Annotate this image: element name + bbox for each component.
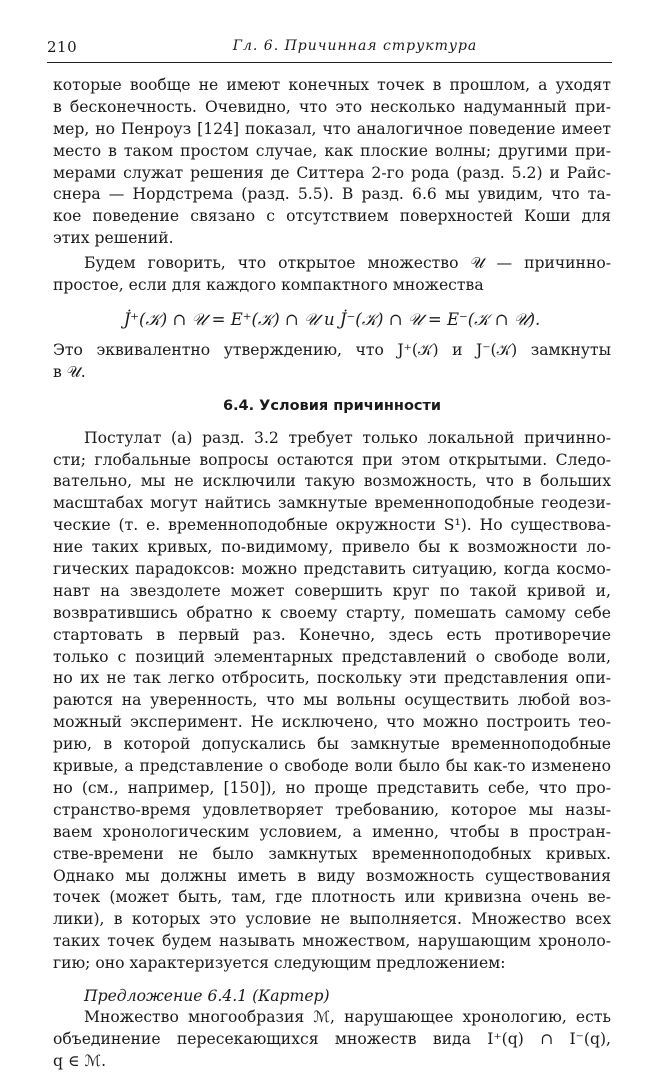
text-line: мер, но Пенроуз [124] показал, что аналогичное поведение имеет <box>53 119 611 138</box>
text-line: ние таких кривых, по-видимому, привело бы к возможности ло- <box>53 538 611 557</box>
text-line: ческие (т. е. временноподобные окружности S¹). Но существова- <box>53 516 611 535</box>
text-line: странство-время удовлетворяет требованию, которое мы назы- <box>53 800 611 819</box>
text-line: мерами служат решения де Ситтера 2-го рода (разд. 5.2) и Райс- <box>53 163 611 182</box>
text-line: точек (может быть, там, где плотность или кривизна очень ве- <box>53 888 611 907</box>
paragraph-3 <box>53 340 611 384</box>
text-line: лики), в которых это условие не выполняется. Множество всех <box>53 910 611 929</box>
text-line: Множество многообразия ℳ, нарушающее хронологию, есть <box>84 1007 611 1026</box>
text-line: гию; оно характеризуется следующим предложением: <box>53 954 506 973</box>
paragraph-2 <box>53 253 611 297</box>
text-line: раются на уверенность, что мы вольны осуществить любой воз- <box>53 691 611 710</box>
text-line: в 𝒰. <box>53 362 86 381</box>
paragraph-4 <box>53 428 611 975</box>
text-line: вательно, мы не исключили такую возможность, что в больших <box>53 472 611 491</box>
text-line: возвратившись обратно к своему старту, помешать самому себе <box>53 603 611 622</box>
text-line: рию, в которой допускались бы замкнутые временноподобные <box>53 735 611 754</box>
header-rule <box>47 62 612 63</box>
text-line: стартовать в первый раз. Конечно, здесь есть противоречие <box>53 625 611 644</box>
text-line: кое поведение связано с отсутствием поверхностей Коши для <box>53 207 611 226</box>
text-line: q ∈ ℳ. <box>53 1051 107 1070</box>
page-body <box>53 75 611 1073</box>
text-line: только с позиций элементарных представлений о свободе воли, <box>53 647 611 666</box>
text-line: навт на звездолете может совершить круг по такой кривой и, <box>53 581 611 600</box>
paragraph-1 <box>53 75 611 250</box>
text-line: Однако мы должны иметь в виду возможность существования <box>53 866 611 885</box>
text-line: но их не так легко отбросить, поскольку эти представления опи- <box>53 669 611 688</box>
text-line: этих решений. <box>53 229 174 248</box>
text-line: таких точек будем называть множеством, нарушающим хроноло- <box>53 932 611 951</box>
text-line: стве-времени не было замкнутых временноподобных кривых. <box>53 844 611 863</box>
text-line: простое, если для каждого компактного множества <box>53 276 484 295</box>
text-line: гических парадоксов: можно представить ситуацию, когда космо- <box>53 560 611 579</box>
page-header <box>0 38 650 60</box>
text-line: кривые, а представление о свободе воли было бы как-то изменено <box>53 757 611 776</box>
text-line: Это эквивалентно утверждению, что J⁺(𝒦) и J⁻(𝒦) замкнуты <box>53 340 611 359</box>
proposition-title: Предложение 6.4.1 (Картер) <box>84 986 330 1005</box>
text-line: можный эксперимент. Не исключено, что можно построить тео- <box>53 713 611 732</box>
text-line: которые вообще не имеют конечных точек в прошлом, а уходят <box>53 76 611 94</box>
text-line: Постулат (а) разд. 3.2 требует только локальной причинно- <box>84 428 611 447</box>
text-line: сти; глобальные вопросы остаются при этом открытыми. Следо- <box>53 450 611 469</box>
section-title: 6.4. Условия причинности <box>222 397 442 414</box>
text-line: Будем говорить, что открытое множество 𝒰 — причинно- <box>84 254 611 273</box>
text-line: масштабах могут найтись замкнутые временноподобные геодези- <box>53 494 611 513</box>
text-line: снера — Нордстрема (разд. 5.5). В разд. 6.6 мы увидим, что та- <box>53 185 611 204</box>
page-number: 210 <box>47 38 78 56</box>
text-line: но (см., например, [150]), но проще представить себе, что про- <box>53 778 611 797</box>
running-title: Гл. 6. Причинная структура <box>232 38 478 54</box>
paragraph-5 <box>53 1007 611 1073</box>
text-line: в бесконечность. Очевидно, что это несколько надуманный при- <box>53 97 611 116</box>
text-line: объединение пересекающихся множеств вида I⁺(q) ∩ I⁻(q), <box>53 1029 611 1048</box>
text-line: ваем хронологическим условием, а именно, чтобы в простран- <box>53 822 611 841</box>
text-line: место в таком простом случае, как плоские волны; другими при- <box>53 141 611 160</box>
display-formula: J̇⁺(𝒦) ∩ 𝒰 = E⁺(𝒦) ∩ 𝒰 и J̇⁻(𝒦) ∩ 𝒰 = E⁻(𝒦 ∩ 𝒰). <box>123 309 541 329</box>
